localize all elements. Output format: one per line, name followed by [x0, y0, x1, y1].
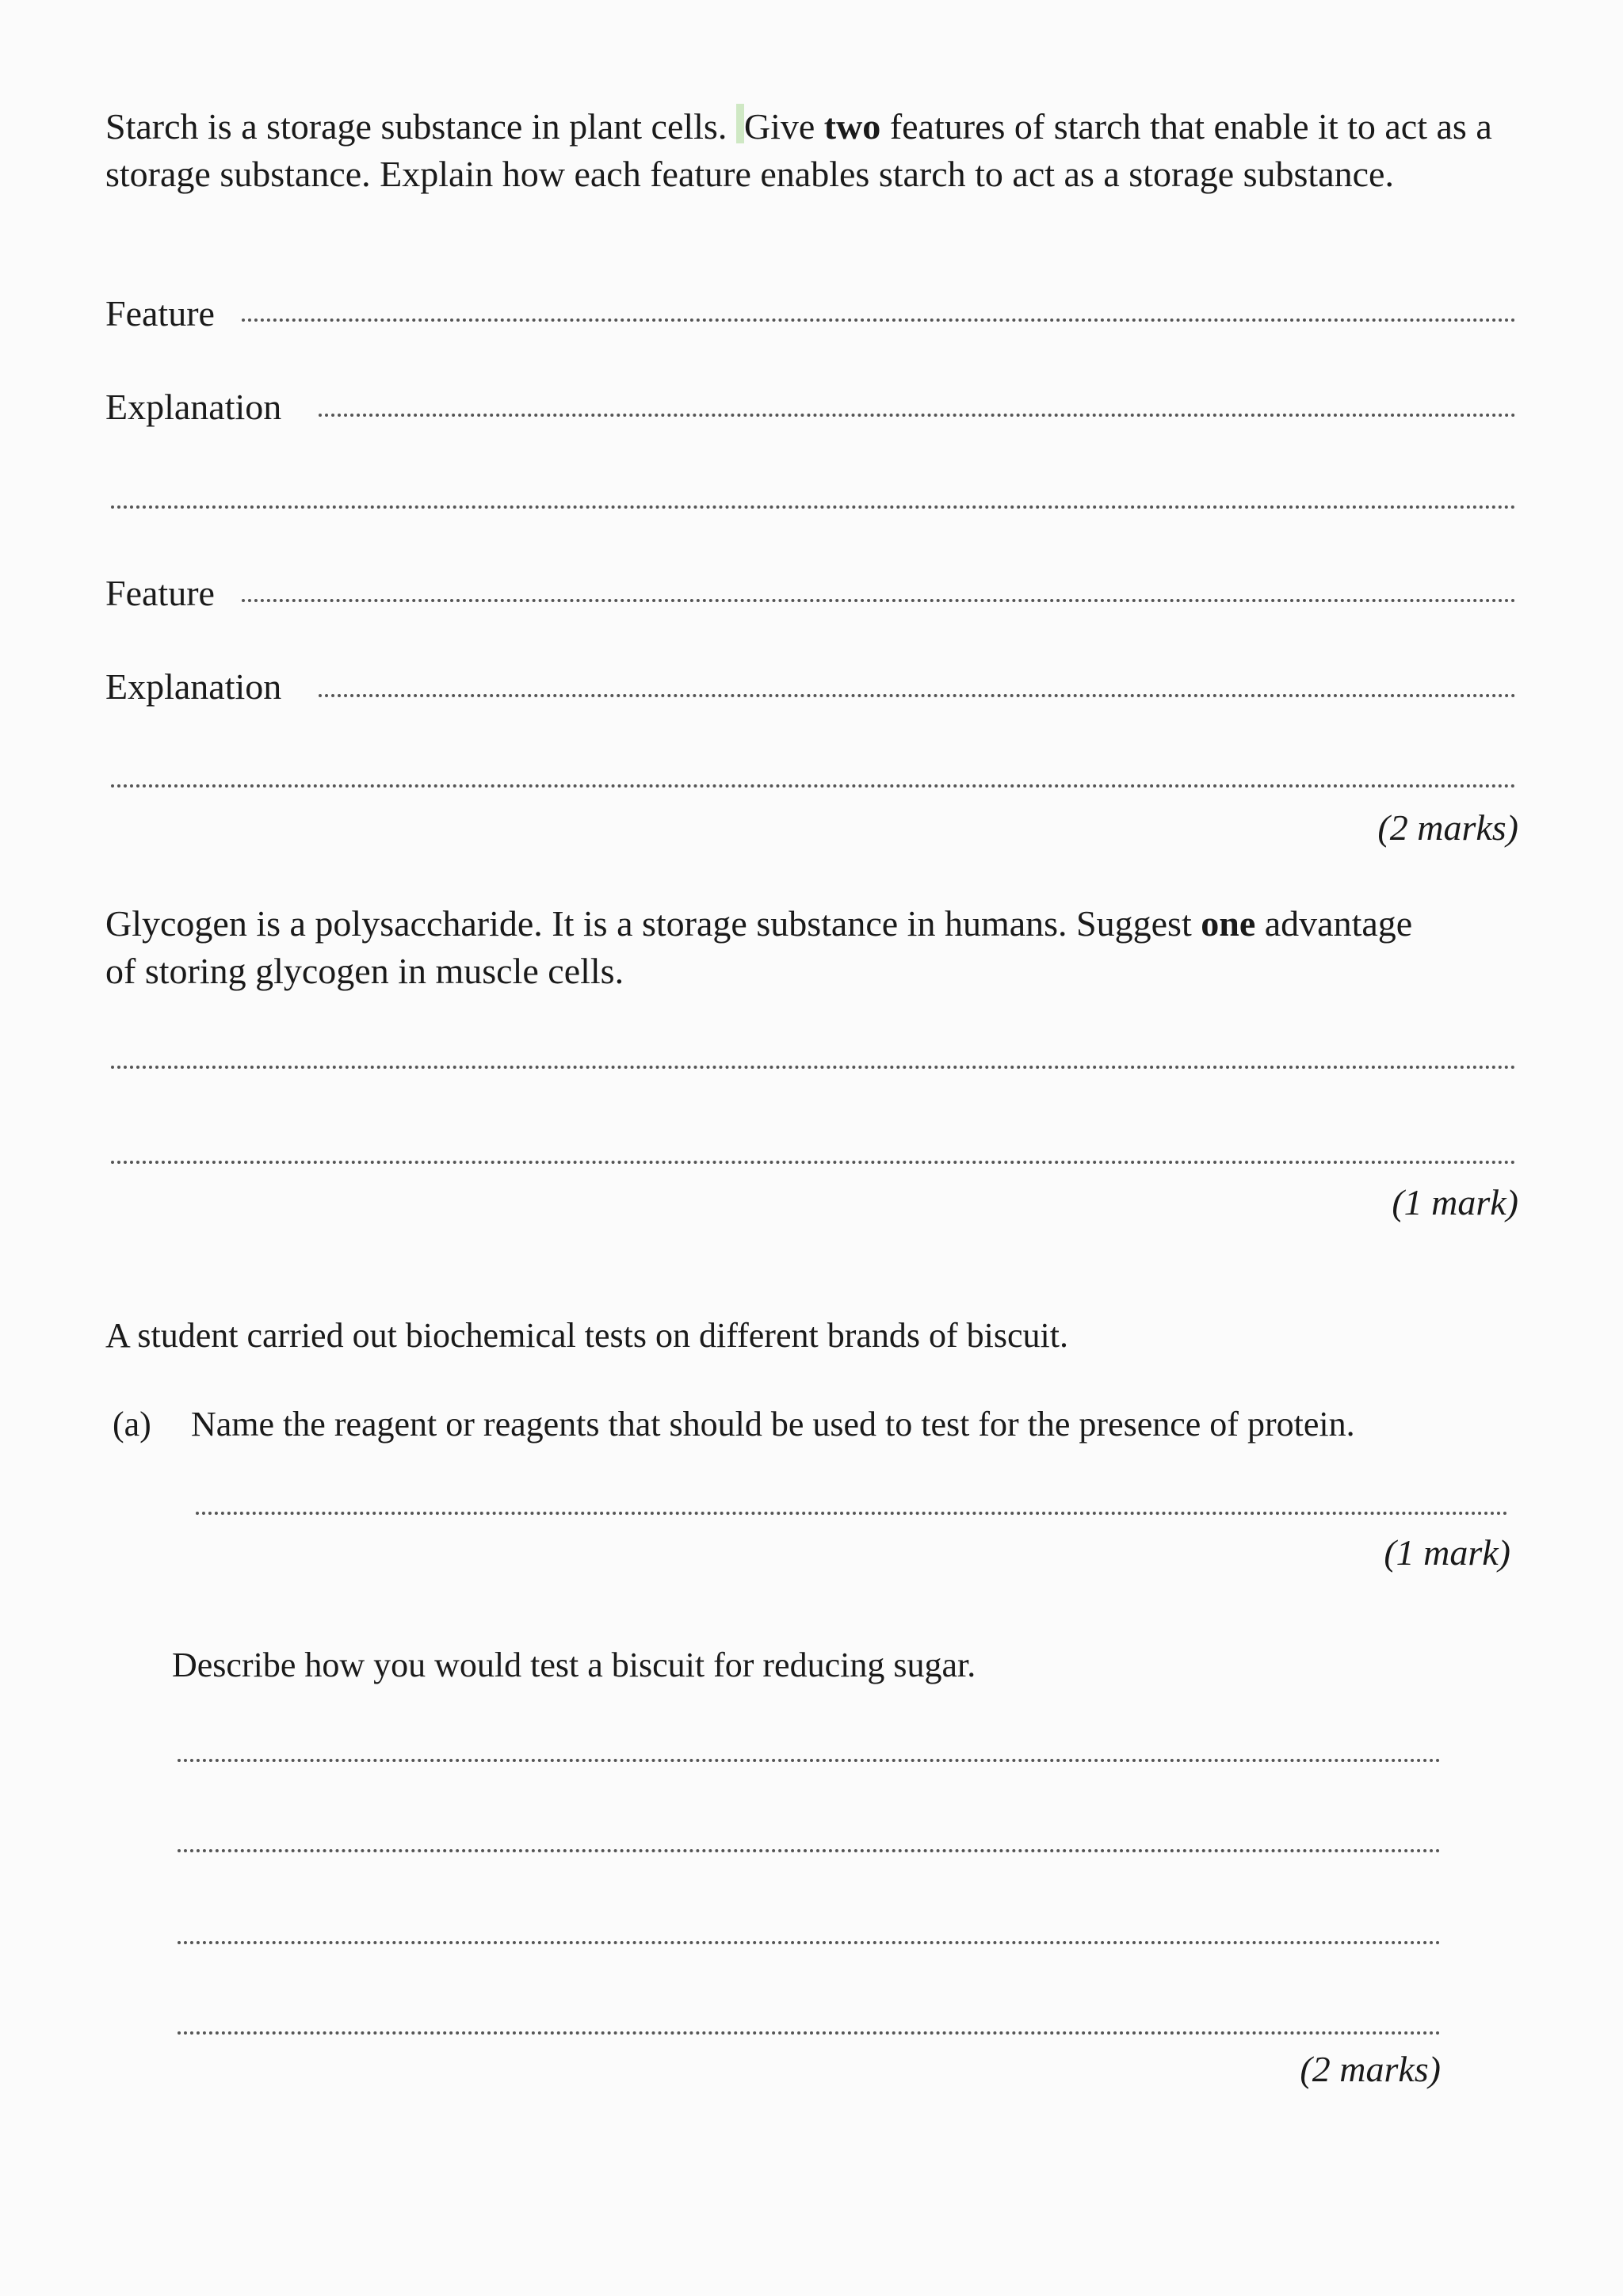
explanation-label: Explanation [105, 666, 282, 707]
marks-q2: (1 mark) [1392, 1182, 1518, 1222]
answer-line-sugar-1[interactable] [178, 1759, 1441, 1762]
marks-part-a: (1 mark) [1384, 1532, 1510, 1573]
question-biscuit-intro: A student carried out biochemical tests on different brands of biscuit. [105, 1316, 1068, 1355]
part-a-question: Name the reagent or reagents that should be used to test for the presence of protein. [191, 1405, 1355, 1444]
answer-line-explanation-2b[interactable] [111, 784, 1516, 788]
answer-line-sugar-2[interactable] [178, 1849, 1441, 1852]
answer-line-explanation-2[interactable] [319, 694, 1516, 697]
part-a-label: (a) [113, 1405, 151, 1444]
highlight-mark [736, 104, 744, 143]
answer-line-sugar-3[interactable] [178, 1941, 1441, 1944]
answer-line-feature-2[interactable] [242, 599, 1516, 602]
answer-line-explanation-1b[interactable] [111, 505, 1516, 509]
marks-part-b: (2 marks) [1300, 2049, 1441, 2089]
marks-q1: (2 marks) [1377, 807, 1518, 848]
feature-label: Feature [105, 293, 215, 334]
part-b-question: Describe how you would test a biscuit for reducing sugar. [172, 1646, 976, 1684]
answer-line-feature-1[interactable] [242, 318, 1516, 322]
answer-line-explanation-1[interactable] [319, 414, 1516, 417]
explanation-label: Explanation [105, 387, 282, 427]
answer-line-glycogen-2[interactable] [111, 1161, 1516, 1164]
answer-line-protein[interactable] [196, 1512, 1508, 1515]
feature-label: Feature [105, 573, 215, 613]
question-starch: Starch is a storage substance in plant cells. Give two features of starch that enable it to act as a storage substance. Explain how each feature enables starch to act as a storage substance. [105, 103, 1524, 198]
answer-line-glycogen-1[interactable] [111, 1066, 1516, 1069]
question-glycogen: Glycogen is a polysaccharide. It is a storage substance in humans. Suggest one advantage of storing glycogen in muscle cells. [105, 903, 1413, 991]
answer-line-sugar-4[interactable] [178, 2031, 1441, 2035]
